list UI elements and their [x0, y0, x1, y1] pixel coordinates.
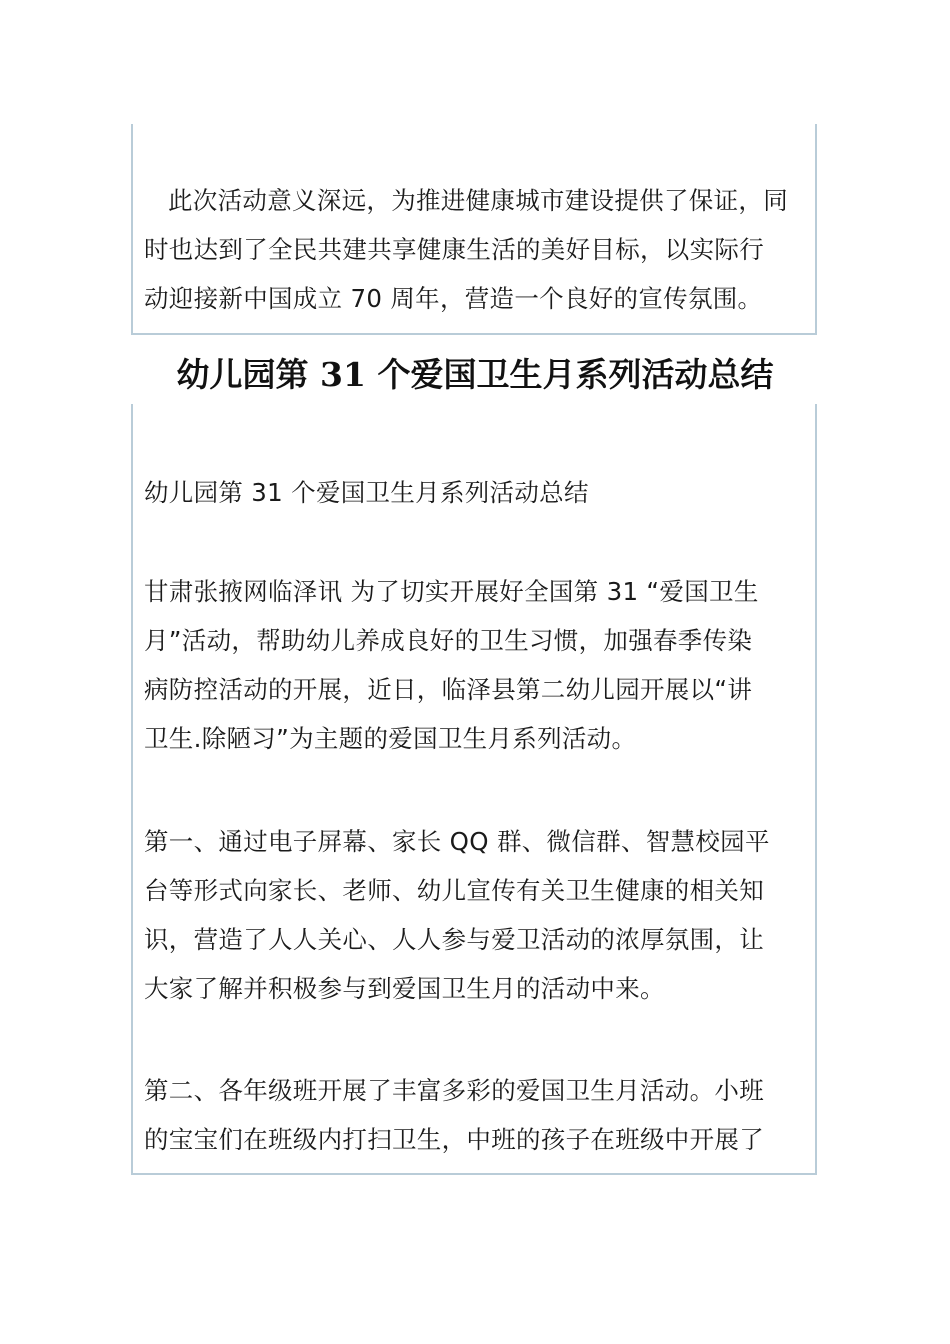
article-subtitle	[144, 468, 806, 517]
paragraph-line: 病防控活动的开展，近日，临泽县第二幼儿园开展以“讲	[144, 675, 753, 704]
paragraph-line: 此次活动意义深远，为推进健康城市建设提供了保证，同	[168, 186, 788, 215]
bottom-text-box	[131, 404, 817, 1175]
paragraph-line: 卫生.除陋习”为主题的爱国卫生月系列活动。	[144, 724, 637, 753]
paragraph-second	[144, 1066, 806, 1164]
paragraph-first	[144, 817, 806, 1013]
paragraph-line: 台等形式向家长、老师、幼儿宣传有关卫生健康的相关知	[144, 876, 764, 905]
paragraph-line: 时也达到了全民共建共享健康生活的美好目标，以实际行	[144, 235, 764, 264]
paragraph-line: 甘肃张掖网临泽讯 为了切实开展好全国第 31 “爱国卫生	[144, 577, 759, 606]
top-paragraph	[144, 176, 806, 323]
paragraph-intro	[144, 567, 806, 763]
paragraph-line: 第二、各年级班开展了丰富多彩的爱国卫生月活动。小班	[144, 1076, 764, 1105]
paragraph-line: 月”活动，帮助幼儿养成良好的卫生习惯，加强春季传染	[144, 626, 753, 655]
paragraph-line: 的宝宝们在班级内打扫卫生，中班的孩子在班级中开展了	[144, 1125, 764, 1154]
paragraph-line: 动迎接新中国成立 70 周年，营造一个良好的宣传氛围。	[144, 284, 763, 313]
page-title: 幼儿园第 31 个爱国卫生月系列活动总结	[176, 355, 774, 394]
paragraph-line: 第一、通过电子屏幕、家长 QQ 群、微信群、智慧校园平	[144, 827, 770, 856]
paragraph-line: 大家了解并积极参与到爱国卫生月的活动中来。	[144, 974, 665, 1003]
subtitle-text: 幼儿园第 31 个爱国卫生月系列活动总结	[144, 478, 589, 507]
paragraph-line: 识，营造了人人关心、人人参与爱卫活动的浓厚氛围，让	[144, 925, 764, 954]
